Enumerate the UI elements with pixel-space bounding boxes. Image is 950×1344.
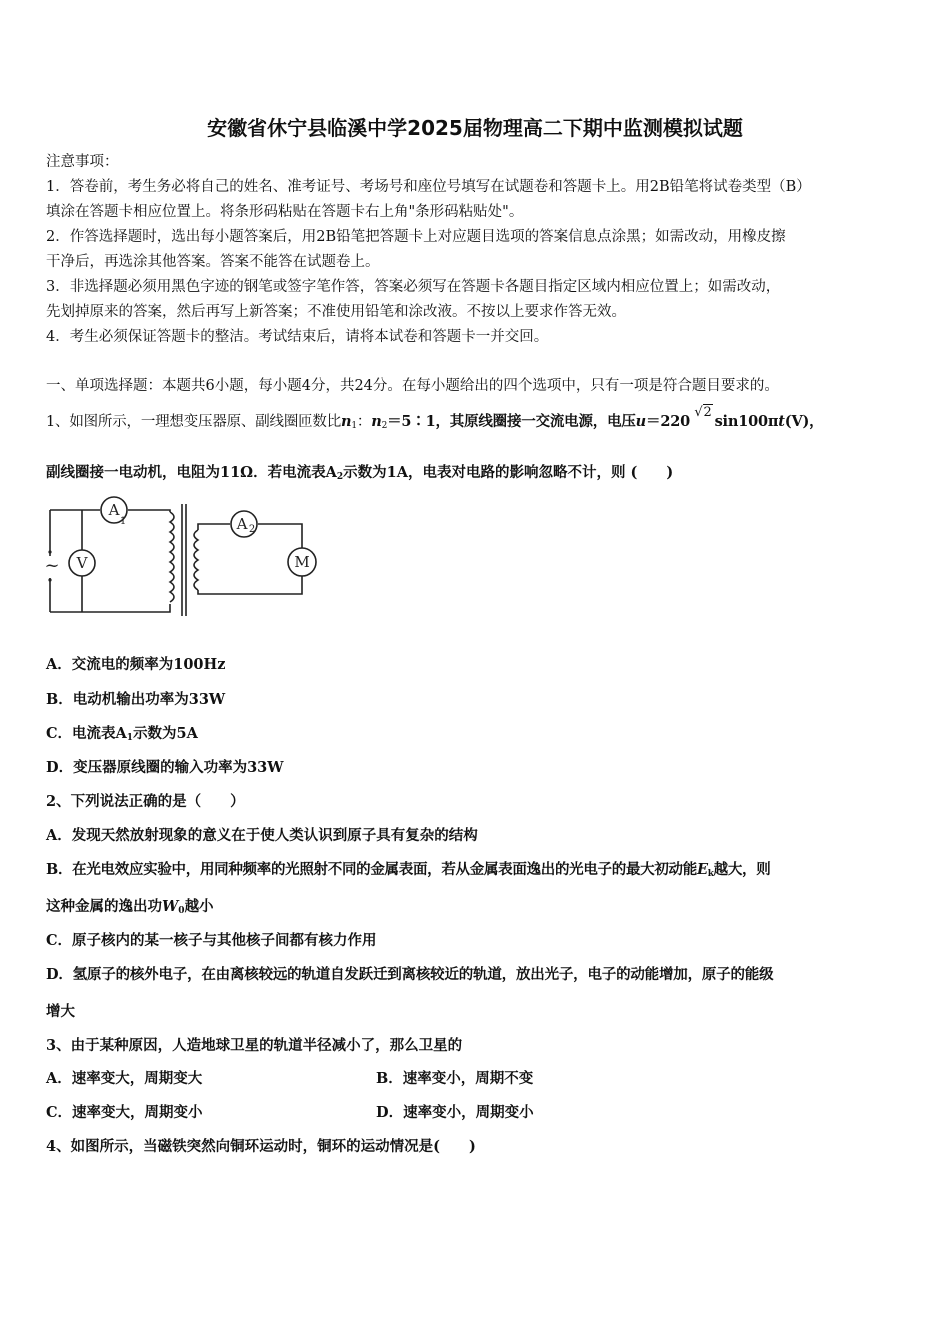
q2-stem: 2、下列说法正确的是（ ） [46, 793, 245, 810]
sqrt-arg: 2 [703, 405, 712, 420]
notice-line: 先划掉原来的答案，然后再写上新答案；不准使用铅笔和涂改液。不按以上要求作答无效。 [46, 304, 626, 320]
notice-line: 4．考生必须保证答题卡的整洁。考试结束后，请将本试卷和答题卡一并交回。 [46, 329, 549, 345]
q1-t-var: t [778, 413, 785, 430]
q1-line2-sub: 2 [336, 472, 344, 482]
page-title: 安徽省休宁县临溪中学2025届物理高二下期中监测模拟试题 [207, 116, 743, 140]
q2-b-ek-sub: k [707, 869, 714, 879]
q2-option-b-line1 [46, 860, 904, 884]
q2-b-w-sub: 0 [178, 906, 185, 916]
q3-option-c: C．速率变大，周期变小 [46, 1104, 203, 1121]
q4-stem: 4、如图所示，当磁铁突然向铜环运动时，铜环的运动情况是( ) [46, 1138, 476, 1155]
q1-colon: ： [356, 414, 372, 430]
q1-option-a: A．交流电的频率为100Hz [46, 656, 226, 673]
q1-sin: sin100π [714, 413, 779, 430]
q1-stem-line2 [46, 463, 904, 487]
q1-u-var: u [635, 413, 647, 430]
q2-b-w: W [162, 898, 179, 915]
q1-option-c-sub: 1 [126, 733, 134, 743]
q1-option-b: B．电动机输出功率为33W [46, 691, 226, 708]
ammeter-a1-label: A [108, 501, 120, 519]
notice-line: 3．非选择题必须用黑色字迹的钢笔或签字笔作答，答案必须写在答题卡各题目指定区域内相应位置上；如需改动， [46, 279, 781, 295]
q2-option-a: A．发现天然放射现象的意义在于使人类认识到原子具有复杂的结构 [46, 827, 478, 844]
q1-unit: (V)， [784, 413, 824, 430]
q2-b-line2-text: 这种金属的逸出功 [46, 898, 162, 915]
notice-line: 1．答卷前，考生务必将自己的姓名、准考证号、考场号和座位号填写在试题卷和答题卡上。用2B铅笔将试卷类型（B） [46, 179, 811, 195]
q2-b-line2-text2: 越小 [184, 898, 214, 915]
q1-line2-b: 示数为1A，电表对电路的影响忽略不计，则 ( ) [343, 464, 674, 481]
q3-option-a: A．速率变大，周期变大 [46, 1070, 203, 1087]
q1-option-c-text: C．电流表A [46, 725, 127, 742]
q1-n1-sub: 1 [351, 421, 357, 431]
q1-option-c-text2: 示数为5A [133, 725, 198, 742]
q3-options-row1 [46, 1069, 904, 1089]
q1-u-eq: ＝220 [646, 413, 690, 430]
q1-n2: n [371, 413, 382, 430]
terminal-bottom [48, 578, 51, 581]
q1-option-c [46, 724, 904, 748]
q1-text: 1、如图所示，一理想变压器原、副线圈匝数比 [46, 414, 342, 430]
sqrt-symbol: √2 [694, 405, 712, 420]
q1-line2-a: 副线圈接一电动机，电阻为11Ω．若电流表A [46, 464, 337, 481]
q2-option-c: C．原子核内的某一核子与其他核子间都有核力作用 [46, 932, 377, 949]
q2-option-b-line2 [46, 897, 904, 921]
primary-wire-top-right [128, 510, 170, 512]
motor-label: M [294, 553, 310, 571]
voltmeter-label: V [76, 554, 88, 572]
ammeter-a1-sub: 1 [119, 516, 127, 527]
terminal-top [48, 550, 51, 553]
notice-heading: 注意事项： [46, 154, 119, 170]
secondary-coil [194, 530, 198, 590]
q3-option-b: B．速率变小，周期不变 [376, 1070, 534, 1087]
q3-options-row2 [46, 1103, 904, 1123]
q3-option-d: D．速率变小，周期变小 [376, 1104, 534, 1121]
primary-wire-bottom [50, 604, 170, 612]
transformer-circuit-diagram [44, 494, 344, 622]
notice-line: 填涂在答题卡相应位置上。将条形码粘贴在答题卡右上角"条形码粘贴处"。 [46, 204, 524, 220]
secondary-wire-top [198, 524, 230, 530]
q2-option-d-line1: D．氢原子的核外电子，在由离核较远的轨道自发跃迁到离核较近的轨道，放出光子，电子的动能增加，原子的能级 [46, 966, 774, 983]
q1-option-d: D．变压器原线圈的输入功率为33W [46, 759, 284, 776]
secondary-wire-top-right [258, 524, 302, 548]
ammeter-a2-label: A [236, 515, 248, 533]
q1-ratio: ＝5∶1，其原线圈接一交流电源，电压 [387, 413, 636, 430]
q1-stem-line1 [46, 405, 904, 436]
q2-b-text2: 越大，则 [713, 861, 771, 878]
q1-n2-sub: 2 [381, 421, 388, 431]
primary-coil [170, 512, 174, 602]
q1-n1: n [341, 413, 352, 430]
ammeter-a2-sub: 2 [248, 524, 256, 535]
notice-line: 2．作答选择题时，选出每小题答案后，用2B铅笔把答题卡上对应题目选项的答案信息点涂黑；如需改动，用橡皮擦 [46, 229, 786, 245]
q2-b-text: B．在光电效应实验中，用同种频率的光照射不同的金属表面，若从金属表面逸出的光电子的最大初动能 [46, 861, 697, 878]
section-heading: 一、单项选择题：本题共6小题，每小题4分，共24分。在每小题给出的四个选项中，只有一项是符合题目要求的。 [46, 378, 779, 394]
notice-line: 干净后，再选涂其他答案。答案不能答在试题卷上。 [46, 254, 380, 270]
q2-b-ek: E [696, 861, 708, 878]
q3-stem: 3、由于某种原因，人造地球卫星的轨道半径减小了，那么卫星的 [46, 1037, 463, 1054]
ac-source-tilde: ~ [44, 555, 60, 576]
q2-option-d-line2: 增大 [46, 1003, 75, 1020]
secondary-wire-bottom [198, 576, 302, 594]
